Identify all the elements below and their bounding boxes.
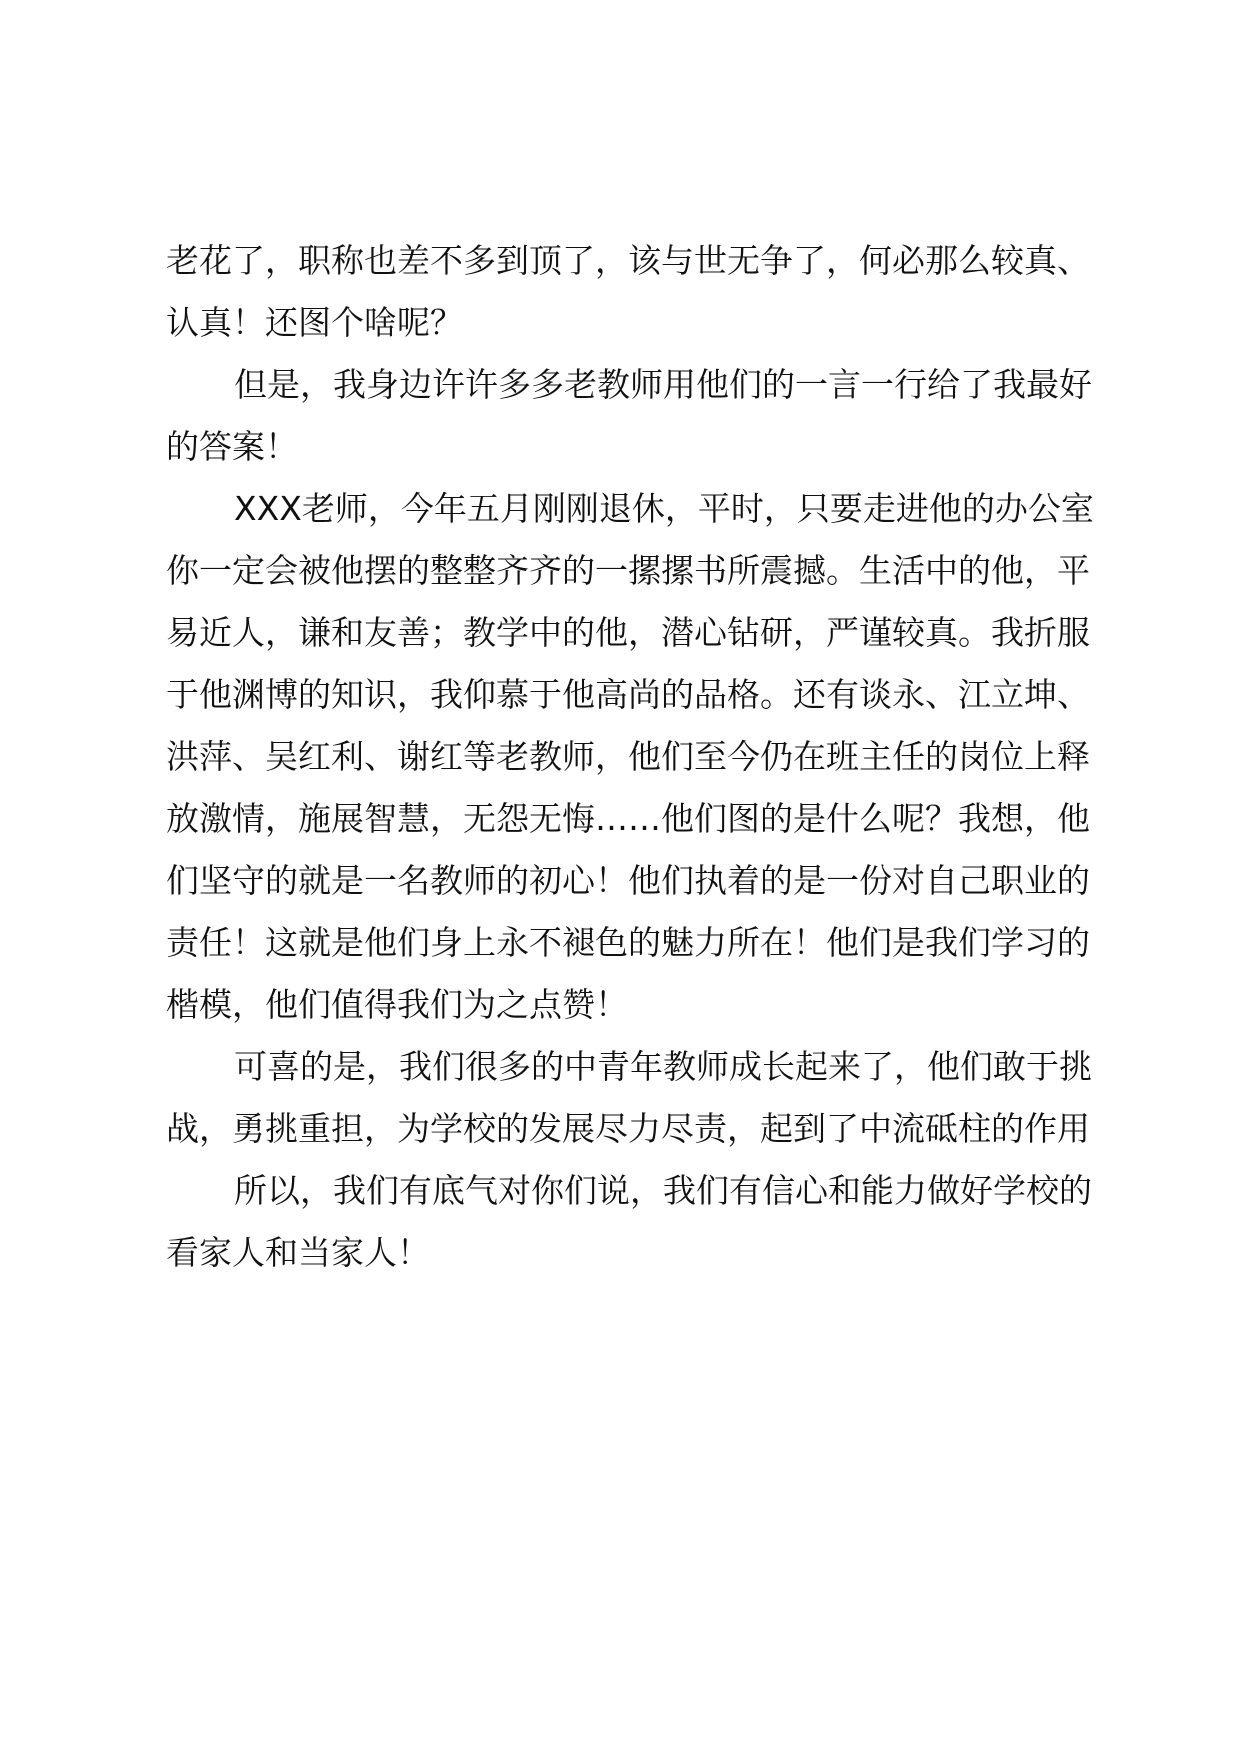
text-line: 战，勇挑重担，为学校的发展尽力尽责，起到了中流砥柱的作用: [166, 1109, 1090, 1148]
text-line: 于他渊博的知识，我仰慕于他高尚的品格。还有谈永、江立坤、: [166, 675, 1090, 714]
text-line: 责任！这就是他们身上永不褪色的魅力所在！他们是我们学习的: [166, 923, 1090, 962]
text-line: 你一定会被他摆的整整齐齐的一摞摞书所震撼。生活中的他，平: [166, 551, 1090, 590]
document-body: [166, 230, 1106, 1284]
text-line: 的答案！: [166, 427, 298, 466]
paragraph-start-line: 所以，我们有底气对你们说，我们有信心和能力做好学校的: [234, 1171, 1092, 1210]
paragraph-start-line: 可喜的是，我们很多的中青年教师成长起来了，他们敢于挑: [234, 1047, 1092, 1086]
text-line: 放激情，施展智慧，无怨无悔……他们图的是什么呢？我想，他: [166, 799, 1090, 838]
paragraph-start-line: 但是，我身边许许多多老教师用他们的一言一行给了我最好: [234, 365, 1092, 404]
paragraph-start-line: XXX老师，今年五月刚刚退休，平时，只要走进他的办公室: [234, 489, 1094, 528]
text-line: 认真！还图个啥呢？: [166, 303, 463, 342]
text-line: 洪萍、吴红利、谢红等老教师，他们至今仍在班主任的岗位上释: [166, 737, 1090, 776]
text-line: 看家人和当家人！: [166, 1233, 430, 1272]
text-line: 楷模，他们值得我们为之点赞！: [166, 985, 628, 1024]
text-line: 老花了，职称也差不多到顶了，该与世无争了，何必那么较真、: [166, 241, 1090, 280]
text-line: 易近人，谦和友善；教学中的他，潜心钻研，严谨较真。我折服: [166, 613, 1090, 652]
text-line: 们坚守的就是一名教师的初心！他们执着的是一份对自己职业的: [166, 861, 1090, 900]
